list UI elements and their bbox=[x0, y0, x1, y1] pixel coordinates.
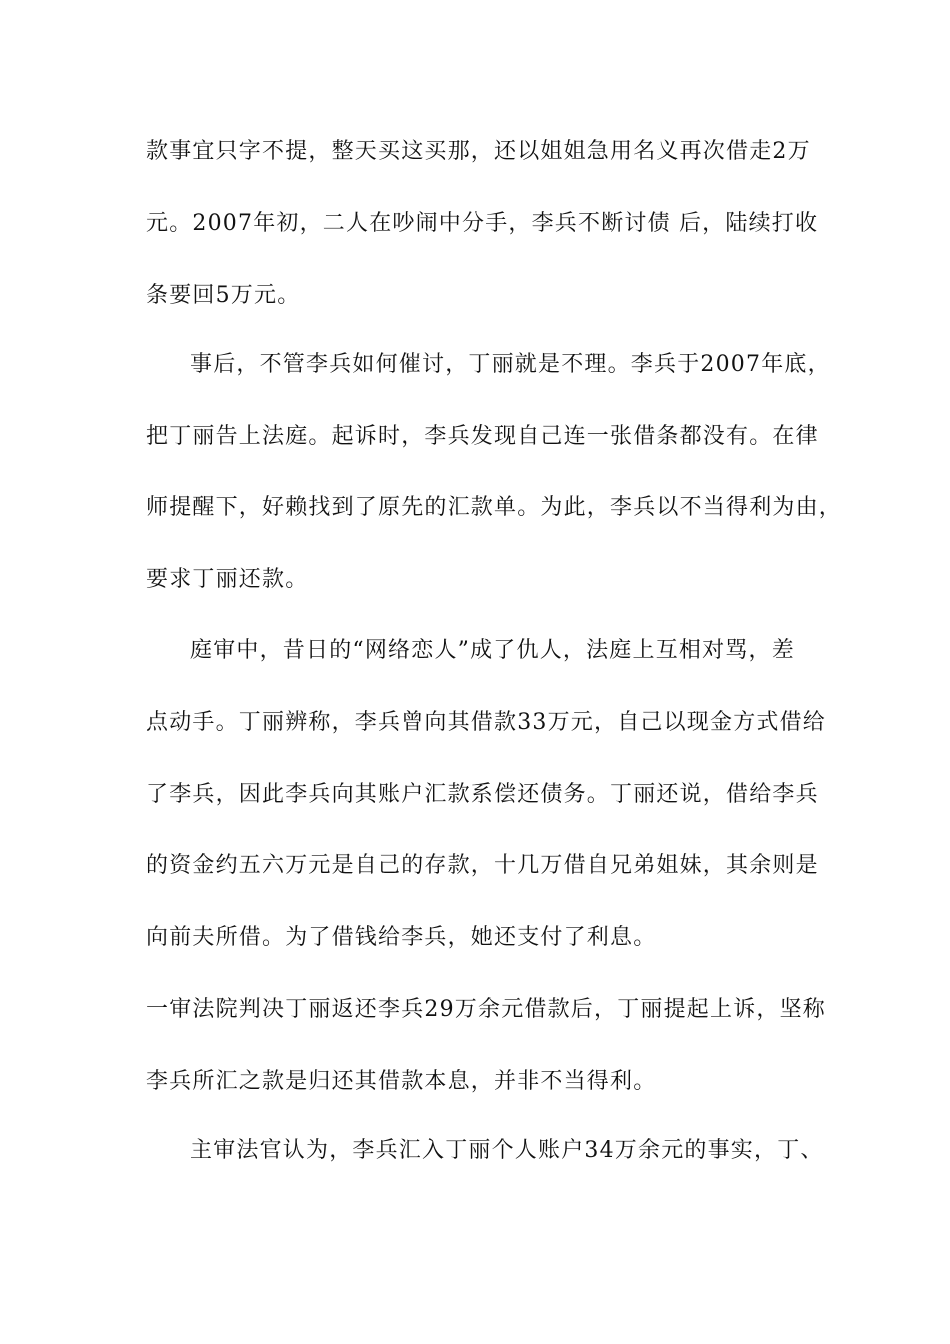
paragraph-first-line: 一审法院判决丁丽返还李兵29万余元借款后，丁丽提起上诉，坚称 bbox=[146, 997, 826, 1022]
paragraph-first-line: 庭审中，昔日的“网络恋人”成了仇人，法庭上互相对骂，差 bbox=[190, 638, 795, 663]
text-line: 了李兵，因此李兵向其账户汇款系偿还债务。丁丽还说，借给李兵 bbox=[146, 782, 819, 807]
text-line: 款事宜只字不提，整天买这买那，还以姐姐急用名义再次借走2万 bbox=[146, 139, 811, 164]
text-line: 李兵所汇之款是归还其借款本息，并非不当得利。 bbox=[146, 1069, 657, 1094]
paragraph-first-line: 事后，不管李兵如何催讨，丁丽就是不理。李兵于2007年底， bbox=[190, 352, 831, 377]
paragraph-first-line: 主审法官认为，李兵汇入丁丽个人账户34万余元的事实，丁、 bbox=[190, 1138, 824, 1163]
text-line: 的资金约五六万元是自己的存款，十几万借自兄弟姐妹，其余则是 bbox=[146, 853, 819, 878]
text-line: 元。2007年初，二人在吵闹中分手，李兵不断讨债 后，陆续打收 bbox=[146, 211, 819, 236]
text-line: 向前夫所借。为了借钱给李兵，她还支付了利息。 bbox=[146, 925, 657, 950]
text-line: 条要回5万元。 bbox=[146, 283, 301, 308]
text-line: 把丁丽告上法庭。起诉时，李兵发现自己连一张借条都没有。在律 bbox=[146, 424, 819, 449]
text-line: 要求丁丽还款。 bbox=[146, 567, 309, 592]
text-line: 点动手。丁丽辨称，李兵曾向其借款33万元，自己以现金方式借给 bbox=[146, 710, 826, 735]
text-line: 师提醒下，好赖找到了原先的汇款单。为此，李兵以不当得利为由， bbox=[146, 495, 843, 520]
